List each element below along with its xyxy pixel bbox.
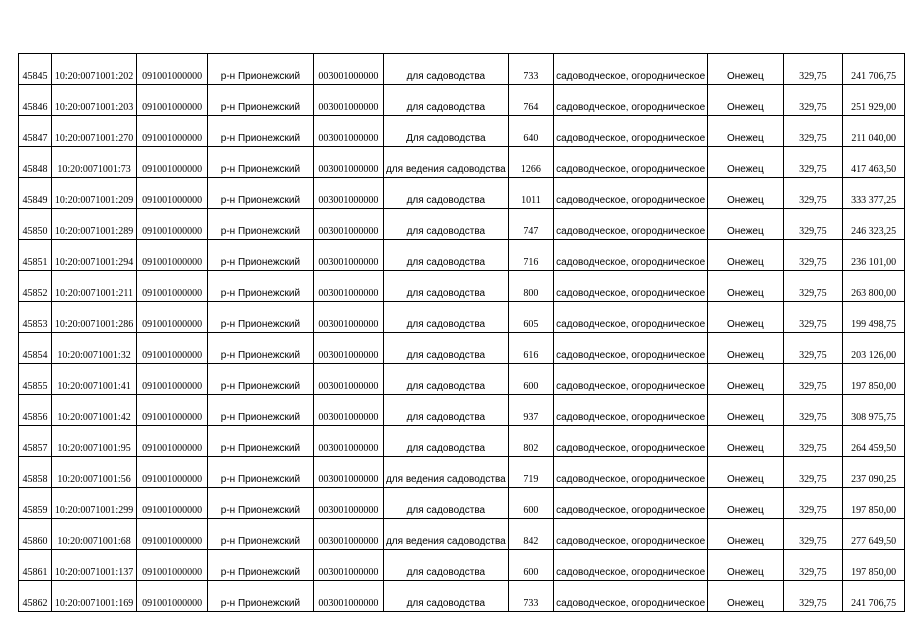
oktmo-code-cell: 003001000000 — [313, 581, 383, 612]
permitted-use-cell: для садоводства — [383, 488, 508, 519]
locality-cell: Онежец — [708, 209, 783, 240]
table-row — [19, 54, 905, 85]
area-cell: 600 — [508, 488, 553, 519]
locality-cell: Онежец — [708, 178, 783, 209]
category-cell: садоводческое, огородническое — [554, 85, 708, 116]
table-row — [19, 209, 905, 240]
oktmo-code-cell: 003001000000 — [313, 395, 383, 426]
okato-code-cell: 091001000000 — [137, 54, 208, 85]
row-id-cell: 45845 — [19, 54, 52, 85]
locality-cell: Онежец — [708, 240, 783, 271]
locality-cell: Онежец — [708, 302, 783, 333]
permitted-use-cell: для ведения садоводства — [383, 457, 508, 488]
cadastral-value-cell: 308 975,75 — [843, 395, 905, 426]
locality-cell: Онежец — [708, 333, 783, 364]
table-row — [19, 488, 905, 519]
table-body — [19, 54, 905, 612]
table-row — [19, 457, 905, 488]
cadastral-value-cell: 264 459,50 — [843, 426, 905, 457]
okato-code-cell: 091001000000 — [137, 271, 208, 302]
category-cell: садоводческое, огородническое — [554, 147, 708, 178]
okato-code-cell: 091001000000 — [137, 116, 208, 147]
cadastral-value-cell: 197 850,00 — [843, 550, 905, 581]
okato-code-cell: 091001000000 — [137, 519, 208, 550]
row-id-cell: 45849 — [19, 178, 52, 209]
locality-cell: Онежец — [708, 457, 783, 488]
category-cell: садоводческое, огородническое — [554, 550, 708, 581]
row-id-cell: 45858 — [19, 457, 52, 488]
okato-code-cell: 091001000000 — [137, 457, 208, 488]
cadastral-number-cell: 10:20:0071001:68 — [51, 519, 136, 550]
cadastral-number-cell: 10:20:0071001:270 — [51, 116, 136, 147]
cadastral-value-cell: 417 463,50 — [843, 147, 905, 178]
category-cell: садоводческое, огородническое — [554, 209, 708, 240]
table-row — [19, 147, 905, 178]
row-id-cell: 45855 — [19, 364, 52, 395]
area-cell: 616 — [508, 333, 553, 364]
district-cell: р-н Прионежский — [207, 550, 313, 581]
oktmo-code-cell: 003001000000 — [313, 240, 383, 271]
oktmo-code-cell: 003001000000 — [313, 550, 383, 581]
oktmo-code-cell: 003001000000 — [313, 54, 383, 85]
permitted-use-cell: для садоводства — [383, 302, 508, 333]
table-row — [19, 364, 905, 395]
area-cell: 1266 — [508, 147, 553, 178]
table-row — [19, 302, 905, 333]
cadastral-number-cell: 10:20:0071001:289 — [51, 209, 136, 240]
locality-cell: Онежец — [708, 426, 783, 457]
okato-code-cell: 091001000000 — [137, 178, 208, 209]
specific-value-cell: 329,75 — [783, 147, 843, 178]
category-cell: садоводческое, огородническое — [554, 581, 708, 612]
specific-value-cell: 329,75 — [783, 178, 843, 209]
cadastral-value-cell: 236 101,00 — [843, 240, 905, 271]
district-cell: р-н Прионежский — [207, 395, 313, 426]
area-cell: 1011 — [508, 178, 553, 209]
area-cell: 802 — [508, 426, 553, 457]
row-id-cell: 45847 — [19, 116, 52, 147]
permitted-use-cell: для садоводства — [383, 550, 508, 581]
category-cell: садоводческое, огородническое — [554, 271, 708, 302]
category-cell: садоводческое, огородническое — [554, 178, 708, 209]
cadastral-number-cell: 10:20:0071001:294 — [51, 240, 136, 271]
area-cell: 600 — [508, 550, 553, 581]
cadastral-number-cell: 10:20:0071001:32 — [51, 333, 136, 364]
cadastral-value-cell: 241 706,75 — [843, 581, 905, 612]
area-cell: 764 — [508, 85, 553, 116]
okato-code-cell: 091001000000 — [137, 488, 208, 519]
specific-value-cell: 329,75 — [783, 85, 843, 116]
row-id-cell: 45846 — [19, 85, 52, 116]
cadastral-value-cell: 277 649,50 — [843, 519, 905, 550]
permitted-use-cell: для садоводства — [383, 271, 508, 302]
locality-cell: Онежец — [708, 147, 783, 178]
district-cell: р-н Прионежский — [207, 488, 313, 519]
oktmo-code-cell: 003001000000 — [313, 426, 383, 457]
table-row — [19, 178, 905, 209]
permitted-use-cell: для садоводства — [383, 333, 508, 364]
land-plot-table — [18, 53, 905, 612]
table-row — [19, 519, 905, 550]
district-cell: р-н Прионежский — [207, 364, 313, 395]
area-cell: 733 — [508, 54, 553, 85]
specific-value-cell: 329,75 — [783, 302, 843, 333]
table-row — [19, 581, 905, 612]
area-cell: 605 — [508, 302, 553, 333]
area-cell: 747 — [508, 209, 553, 240]
row-id-cell: 45860 — [19, 519, 52, 550]
row-id-cell: 45857 — [19, 426, 52, 457]
cadastral-number-cell: 10:20:0071001:202 — [51, 54, 136, 85]
district-cell: р-н Прионежский — [207, 209, 313, 240]
table-row — [19, 333, 905, 364]
okato-code-cell: 091001000000 — [137, 364, 208, 395]
permitted-use-cell: для садоводства — [383, 395, 508, 426]
cadastral-value-cell: 246 323,25 — [843, 209, 905, 240]
category-cell: садоводческое, огородническое — [554, 457, 708, 488]
permitted-use-cell: для садоводства — [383, 581, 508, 612]
permitted-use-cell: для садоводства — [383, 364, 508, 395]
cadastral-number-cell: 10:20:0071001:209 — [51, 178, 136, 209]
cadastral-value-cell: 197 850,00 — [843, 488, 905, 519]
district-cell: р-н Прионежский — [207, 85, 313, 116]
district-cell: р-н Прионежский — [207, 178, 313, 209]
area-cell: 719 — [508, 457, 553, 488]
row-id-cell: 45854 — [19, 333, 52, 364]
permitted-use-cell: Для садоводства — [383, 116, 508, 147]
specific-value-cell: 329,75 — [783, 54, 843, 85]
row-id-cell: 45853 — [19, 302, 52, 333]
cadastral-value-cell: 237 090,25 — [843, 457, 905, 488]
specific-value-cell: 329,75 — [783, 333, 843, 364]
area-cell: 716 — [508, 240, 553, 271]
cadastral-number-cell: 10:20:0071001:137 — [51, 550, 136, 581]
oktmo-code-cell: 003001000000 — [313, 364, 383, 395]
category-cell: садоводческое, огородническое — [554, 395, 708, 426]
register-sheet — [18, 53, 905, 612]
cadastral-number-cell: 10:20:0071001:211 — [51, 271, 136, 302]
row-id-cell: 45852 — [19, 271, 52, 302]
oktmo-code-cell: 003001000000 — [313, 302, 383, 333]
cadastral-number-cell: 10:20:0071001:95 — [51, 426, 136, 457]
specific-value-cell: 329,75 — [783, 519, 843, 550]
cadastral-number-cell: 10:20:0071001:56 — [51, 457, 136, 488]
locality-cell: Онежец — [708, 54, 783, 85]
locality-cell: Онежец — [708, 581, 783, 612]
table-row — [19, 395, 905, 426]
locality-cell: Онежец — [708, 271, 783, 302]
specific-value-cell: 329,75 — [783, 240, 843, 271]
category-cell: садоводческое, огородническое — [554, 426, 708, 457]
cadastral-value-cell: 197 850,00 — [843, 364, 905, 395]
category-cell: садоводческое, огородническое — [554, 116, 708, 147]
oktmo-code-cell: 003001000000 — [313, 333, 383, 364]
row-id-cell: 45861 — [19, 550, 52, 581]
area-cell: 640 — [508, 116, 553, 147]
locality-cell: Онежец — [708, 519, 783, 550]
okato-code-cell: 091001000000 — [137, 85, 208, 116]
area-cell: 937 — [508, 395, 553, 426]
district-cell: р-н Прионежский — [207, 271, 313, 302]
cadastral-value-cell: 241 706,75 — [843, 54, 905, 85]
specific-value-cell: 329,75 — [783, 395, 843, 426]
permitted-use-cell: для садоводства — [383, 85, 508, 116]
locality-cell: Онежец — [708, 364, 783, 395]
district-cell: р-н Прионежский — [207, 457, 313, 488]
district-cell: р-н Прионежский — [207, 54, 313, 85]
okato-code-cell: 091001000000 — [137, 147, 208, 178]
oktmo-code-cell: 003001000000 — [313, 147, 383, 178]
permitted-use-cell: для садоводства — [383, 426, 508, 457]
specific-value-cell: 329,75 — [783, 364, 843, 395]
district-cell: р-н Прионежский — [207, 581, 313, 612]
cadastral-value-cell: 211 040,00 — [843, 116, 905, 147]
specific-value-cell: 329,75 — [783, 457, 843, 488]
locality-cell: Онежец — [708, 395, 783, 426]
specific-value-cell: 329,75 — [783, 550, 843, 581]
row-id-cell: 45848 — [19, 147, 52, 178]
cadastral-value-cell: 333 377,25 — [843, 178, 905, 209]
okato-code-cell: 091001000000 — [137, 333, 208, 364]
oktmo-code-cell: 003001000000 — [313, 271, 383, 302]
row-id-cell: 45851 — [19, 240, 52, 271]
table-row — [19, 550, 905, 581]
table-row — [19, 271, 905, 302]
oktmo-code-cell: 003001000000 — [313, 116, 383, 147]
district-cell: р-н Прионежский — [207, 302, 313, 333]
cadastral-number-cell: 10:20:0071001:299 — [51, 488, 136, 519]
district-cell: р-н Прионежский — [207, 240, 313, 271]
table-row — [19, 240, 905, 271]
cadastral-number-cell: 10:20:0071001:203 — [51, 85, 136, 116]
permitted-use-cell: для садоводства — [383, 209, 508, 240]
cadastral-number-cell: 10:20:0071001:41 — [51, 364, 136, 395]
specific-value-cell: 329,75 — [783, 426, 843, 457]
oktmo-code-cell: 003001000000 — [313, 85, 383, 116]
cadastral-value-cell: 263 800,00 — [843, 271, 905, 302]
specific-value-cell: 329,75 — [783, 116, 843, 147]
permitted-use-cell: для садоводства — [383, 240, 508, 271]
area-cell: 733 — [508, 581, 553, 612]
category-cell: садоводческое, огородническое — [554, 333, 708, 364]
oktmo-code-cell: 003001000000 — [313, 209, 383, 240]
row-id-cell: 45850 — [19, 209, 52, 240]
cadastral-number-cell: 10:20:0071001:42 — [51, 395, 136, 426]
permitted-use-cell: для садоводства — [383, 178, 508, 209]
cadastral-number-cell: 10:20:0071001:73 — [51, 147, 136, 178]
category-cell: садоводческое, огородническое — [554, 519, 708, 550]
cadastral-number-cell: 10:20:0071001:169 — [51, 581, 136, 612]
area-cell: 600 — [508, 364, 553, 395]
locality-cell: Онежец — [708, 550, 783, 581]
cadastral-value-cell: 251 929,00 — [843, 85, 905, 116]
specific-value-cell: 329,75 — [783, 209, 843, 240]
specific-value-cell: 329,75 — [783, 488, 843, 519]
locality-cell: Онежец — [708, 116, 783, 147]
table-row — [19, 116, 905, 147]
category-cell: садоводческое, огородническое — [554, 302, 708, 333]
area-cell: 842 — [508, 519, 553, 550]
locality-cell: Онежец — [708, 488, 783, 519]
row-id-cell: 45859 — [19, 488, 52, 519]
district-cell: р-н Прионежский — [207, 519, 313, 550]
category-cell: садоводческое, огородническое — [554, 488, 708, 519]
okato-code-cell: 091001000000 — [137, 302, 208, 333]
specific-value-cell: 329,75 — [783, 271, 843, 302]
oktmo-code-cell: 003001000000 — [313, 178, 383, 209]
category-cell: садоводческое, огородническое — [554, 240, 708, 271]
district-cell: р-н Прионежский — [207, 426, 313, 457]
area-cell: 800 — [508, 271, 553, 302]
permitted-use-cell: для ведения садоводства — [383, 519, 508, 550]
specific-value-cell: 329,75 — [783, 581, 843, 612]
category-cell: садоводческое, огородническое — [554, 364, 708, 395]
oktmo-code-cell: 003001000000 — [313, 488, 383, 519]
okato-code-cell: 091001000000 — [137, 395, 208, 426]
district-cell: р-н Прионежский — [207, 147, 313, 178]
okato-code-cell: 091001000000 — [137, 426, 208, 457]
oktmo-code-cell: 003001000000 — [313, 519, 383, 550]
row-id-cell: 45856 — [19, 395, 52, 426]
locality-cell: Онежец — [708, 85, 783, 116]
cadastral-value-cell: 199 498,75 — [843, 302, 905, 333]
permitted-use-cell: для ведения садоводства — [383, 147, 508, 178]
table-row — [19, 426, 905, 457]
oktmo-code-cell: 003001000000 — [313, 457, 383, 488]
permitted-use-cell: для садоводства — [383, 54, 508, 85]
okato-code-cell: 091001000000 — [137, 550, 208, 581]
okato-code-cell: 091001000000 — [137, 240, 208, 271]
okato-code-cell: 091001000000 — [137, 581, 208, 612]
category-cell: садоводческое, огородническое — [554, 54, 708, 85]
okato-code-cell: 091001000000 — [137, 209, 208, 240]
cadastral-value-cell: 203 126,00 — [843, 333, 905, 364]
cadastral-number-cell: 10:20:0071001:286 — [51, 302, 136, 333]
table-row — [19, 85, 905, 116]
district-cell: р-н Прионежский — [207, 116, 313, 147]
row-id-cell: 45862 — [19, 581, 52, 612]
district-cell: р-н Прионежский — [207, 333, 313, 364]
